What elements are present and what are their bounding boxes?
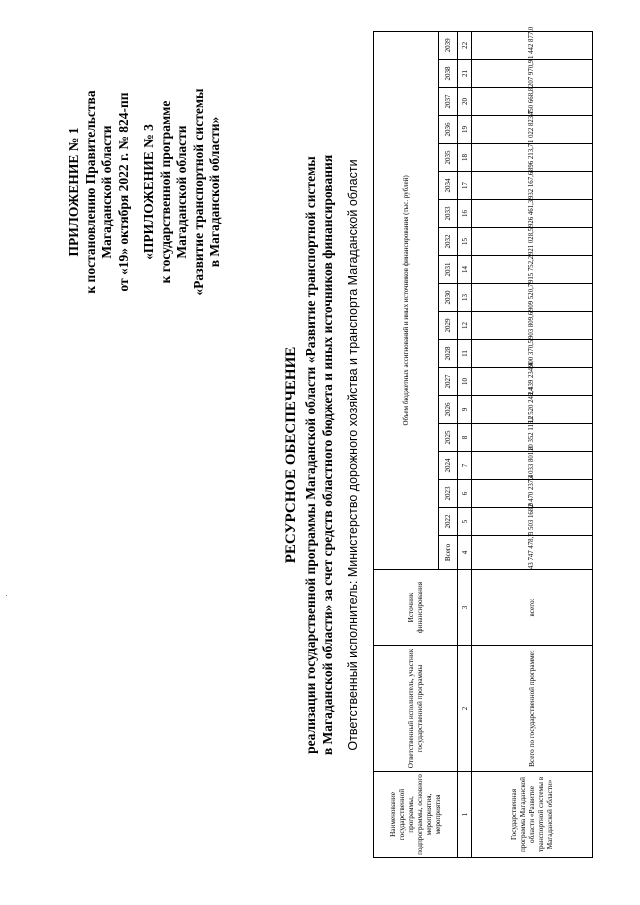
year-header: 2030 bbox=[439, 284, 458, 312]
year-header: 2024 bbox=[439, 452, 458, 480]
row-total: 43 747 478,7 bbox=[472, 536, 593, 570]
year-header: 2031 bbox=[439, 256, 458, 284]
year-header: 2039 bbox=[439, 31, 458, 59]
column-number: 19 bbox=[458, 116, 472, 144]
column-number: 15 bbox=[458, 228, 472, 256]
document-subtitle-line-1: реализации государственной программы Магаданской области «Развитие транспортной системы bbox=[303, 156, 318, 754]
row-executor: Всего по государственной программе: bbox=[472, 646, 593, 772]
year-header: 2033 bbox=[439, 200, 458, 228]
appendix-line-8: «Развитие транспортной системы bbox=[190, 88, 206, 296]
row-value: 926 461,3 bbox=[472, 200, 593, 228]
column-number: 22 bbox=[458, 31, 472, 59]
row-value: 450 668,8 bbox=[472, 88, 593, 116]
column-number: 7 bbox=[458, 452, 472, 480]
appendix-line-3: Магаданской области bbox=[99, 125, 114, 259]
year-header: 2032 bbox=[439, 228, 458, 256]
responsible-executor: Ответственный исполнитель: Министерство дорожного хозяйства и транспорта Магаданской области bbox=[346, 159, 360, 751]
year-header: 2038 bbox=[439, 60, 458, 88]
document-subtitle-line-2: в Магаданской области» за счет средств областного бюджета и иных источников финансирования bbox=[320, 154, 335, 756]
row-value: 1 442 877,0 bbox=[472, 31, 593, 59]
column-number: 1 bbox=[458, 772, 472, 858]
row-value: 900 370,5 bbox=[472, 340, 593, 368]
header-source: Источник финансирования bbox=[374, 570, 458, 646]
row-value: 2 439 234,4 bbox=[472, 368, 593, 396]
header-total: Всего bbox=[439, 536, 458, 570]
column-number: 2 bbox=[458, 646, 472, 772]
year-header: 2036 bbox=[439, 116, 458, 144]
column-number: 16 bbox=[458, 200, 472, 228]
row-value: 932 167,6 bbox=[472, 172, 593, 200]
row-value: 909 520,7 bbox=[472, 284, 593, 312]
appendix-block bbox=[66, 77, 224, 307]
financing-table bbox=[373, 26, 593, 858]
row-value: 11 520 249,4 bbox=[472, 396, 593, 424]
header-executor: Ответственный исполнитель, участник государственной программы bbox=[374, 646, 458, 772]
row-value: 3 503 168,0 bbox=[472, 508, 593, 536]
column-number: 21 bbox=[458, 60, 472, 88]
column-number: 20 bbox=[458, 88, 472, 116]
year-header: 2026 bbox=[439, 396, 458, 424]
document-title: РЕСУРСНОЕ ОБЕСПЕЧЕНИЕ bbox=[283, 346, 299, 564]
header-volume: Объем бюджетных ассигнований и иных источников финансирования (тыс. рублей) bbox=[374, 31, 439, 569]
column-number: 5 bbox=[458, 508, 472, 536]
column-number: 13 bbox=[458, 284, 472, 312]
year-header: 2035 bbox=[439, 144, 458, 172]
row-value: 3 033 801,8 bbox=[472, 452, 593, 480]
year-header: 2022 bbox=[439, 508, 458, 536]
appendix-line-9: в Магаданской области» bbox=[207, 116, 222, 268]
column-number: 17 bbox=[458, 172, 472, 200]
column-number: 18 bbox=[458, 144, 472, 172]
row-value: 1 022 823,7 bbox=[472, 116, 593, 144]
year-header: 2023 bbox=[439, 480, 458, 508]
column-number: 6 bbox=[458, 480, 472, 508]
appendix-line-6: к государственной программе bbox=[157, 100, 173, 284]
year-header: 2028 bbox=[439, 340, 458, 368]
year-header: 2025 bbox=[439, 424, 458, 452]
appendix-line-5: «ПРИЛОЖЕНИЕ № 3 bbox=[141, 124, 156, 260]
year-header: 2027 bbox=[439, 368, 458, 396]
column-number: 14 bbox=[458, 256, 472, 284]
row-value: 207 970,9 bbox=[472, 60, 593, 88]
row-value: 10 352 119,2 bbox=[472, 424, 593, 452]
year-header: 2029 bbox=[439, 312, 458, 340]
row-value: 921 028,5 bbox=[472, 228, 593, 256]
header-name: Наименование государственной программы, подпрограммы, основного мероприятия, мероприятия bbox=[374, 772, 458, 858]
row-source: всего: bbox=[472, 570, 593, 646]
appendix-line-7: Магаданской области bbox=[174, 125, 189, 259]
column-number: 11 bbox=[458, 340, 472, 368]
column-number: 10 bbox=[458, 368, 472, 396]
appendix-line-4: от «19» октября 2022 г. № 824-пп bbox=[115, 92, 131, 292]
year-header: 2034 bbox=[439, 172, 458, 200]
row-value: 2 470 237,4 bbox=[472, 480, 593, 508]
column-number: 12 bbox=[458, 312, 472, 340]
column-number: 8 bbox=[458, 424, 472, 452]
year-header: 2037 bbox=[439, 88, 458, 116]
row-program-name: Государственная программа Магаданской области «Развитие транспортной системы в Магаданской области» bbox=[472, 772, 593, 858]
row-value: 903 809,6 bbox=[472, 312, 593, 340]
column-number: 4 bbox=[458, 536, 472, 570]
column-number: 9 bbox=[458, 396, 472, 424]
row-value: 915 752,2 bbox=[472, 256, 593, 284]
table-row bbox=[472, 31, 593, 857]
appendix-line-1: ПРИЛОЖЕНИЕ № 1 bbox=[66, 127, 81, 257]
row-value: 896 213,7 bbox=[472, 144, 593, 172]
column-number: 3 bbox=[458, 570, 472, 646]
appendix-line-2: к постановлению Правительства bbox=[82, 90, 98, 294]
